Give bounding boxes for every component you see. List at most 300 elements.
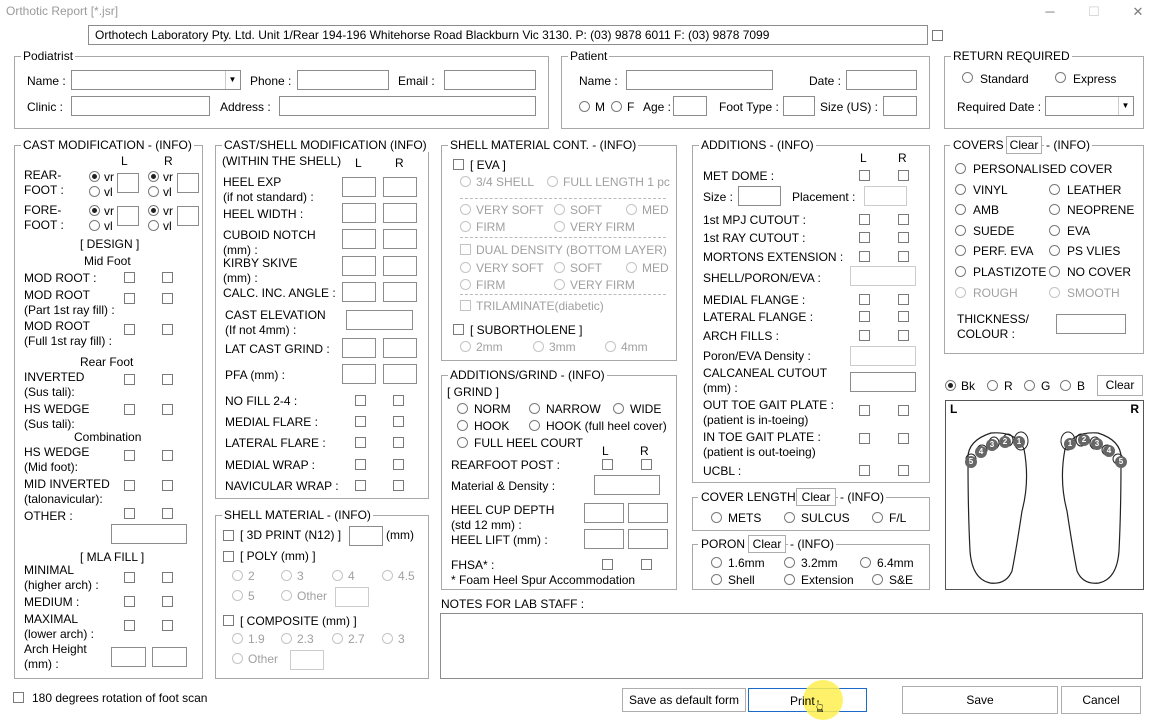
shellmat-title: SHELL MATERIAL - (INFO) xyxy=(224,508,371,522)
vl-label: vl xyxy=(163,219,172,233)
chevron-down-icon[interactable]: ▼ xyxy=(225,71,239,89)
rear-vr-left[interactable] xyxy=(89,171,100,182)
eva-checkbox[interactable] xyxy=(453,159,464,170)
calc-l[interactable] xyxy=(342,282,376,302)
poroneva-label: Poron/EVA Density : xyxy=(703,349,811,363)
ucbl-l[interactable] xyxy=(859,465,870,476)
vsoft2-radio[interactable] xyxy=(460,262,471,273)
reqdate-select[interactable] xyxy=(1045,96,1134,116)
metdome-l[interactable] xyxy=(859,170,870,181)
firm2-label: FIRM xyxy=(476,278,506,292)
shellmod-l: L xyxy=(355,156,362,170)
covers-clear-button[interactable]: Clear xyxy=(1006,136,1042,154)
vfirm2-label: VERY FIRM xyxy=(570,278,635,292)
p16-radio[interactable] xyxy=(711,557,722,568)
medium-label: MEDIUM : xyxy=(24,595,80,609)
size-label: Size (US) : xyxy=(820,100,879,114)
phone-input[interactable] xyxy=(297,70,389,90)
midinv-r[interactable] xyxy=(162,480,173,491)
company-checkbox[interactable] xyxy=(932,30,943,41)
fhsa-label: FHSA* : xyxy=(451,558,495,572)
firm-radio[interactable] xyxy=(460,221,471,232)
neoprene-label: NEOPRENE xyxy=(1067,203,1135,217)
phone-label: Phone : xyxy=(250,74,292,88)
mortons-l[interactable] xyxy=(859,251,870,262)
nocover-radio[interactable] xyxy=(1049,266,1060,277)
leather-radio[interactable] xyxy=(1049,184,1060,195)
shellporon-input[interactable] xyxy=(850,266,916,286)
modroot2-label2: (Part 1st ray fill) : xyxy=(24,303,115,317)
heellift-r[interactable] xyxy=(628,529,668,549)
narrow-label: NARROW xyxy=(546,402,601,416)
intoe-l[interactable] xyxy=(859,433,870,444)
p64-radio[interactable] xyxy=(860,557,871,568)
toe-marker-l4[interactable]: 4 xyxy=(975,446,987,458)
outtoe-label1: OUT TOE GAIT PLATE : xyxy=(703,398,834,412)
medflare-l[interactable] xyxy=(355,416,366,427)
hswedge2-l[interactable] xyxy=(124,450,135,461)
poroneva-input[interactable] xyxy=(850,346,916,366)
close-button[interactable]: ✕ xyxy=(1132,4,1144,19)
ray-l[interactable] xyxy=(859,232,870,243)
heelcup-r[interactable] xyxy=(628,503,668,523)
midinv-label1: MID INVERTED xyxy=(24,477,110,491)
smooth-radio[interactable] xyxy=(1049,287,1060,298)
medwrap-r[interactable] xyxy=(393,459,404,470)
patient-name-input[interactable] xyxy=(626,70,773,90)
heelexp-l[interactable] xyxy=(342,177,376,197)
sulcus-label: SULCUS xyxy=(801,511,850,525)
comp-27-radio[interactable] xyxy=(332,633,343,644)
fullheel-radio[interactable] xyxy=(457,437,468,448)
latflare-l[interactable] xyxy=(355,437,366,448)
fl-label: F/L xyxy=(889,511,907,525)
soft-radio[interactable] xyxy=(554,204,565,215)
divider xyxy=(460,198,666,199)
heelwidth-l[interactable] xyxy=(342,203,376,223)
modroot-r[interactable] xyxy=(162,272,173,283)
rearfoot-label2: FOOT : xyxy=(24,183,64,197)
psvlies-label: PS VLIES xyxy=(1067,244,1121,258)
print3d-input[interactable] xyxy=(349,526,383,546)
poly-5-radio[interactable] xyxy=(232,590,243,601)
vl-label: vl xyxy=(104,185,113,199)
m3-radio[interactable] xyxy=(533,341,544,352)
podiatrist-name-select[interactable] xyxy=(71,70,241,90)
personal-radio[interactable] xyxy=(955,163,966,174)
save-button[interactable]: Save xyxy=(902,686,1058,714)
notes-title: NOTES FOR LAB STAFF : xyxy=(441,597,585,611)
hswedge-l[interactable] xyxy=(124,404,135,415)
rear-vl-left[interactable] xyxy=(89,186,100,197)
cuboid-label2: (mm) : xyxy=(223,243,258,257)
chevron-down-icon[interactable]: ▼ xyxy=(1118,97,1132,115)
express-radio[interactable] xyxy=(1055,72,1066,83)
comp-other-radio[interactable] xyxy=(232,653,243,664)
color-b-label: B xyxy=(1077,379,1086,393)
narrow-radio[interactable] xyxy=(529,403,540,414)
toe-marker-l5[interactable]: 5 xyxy=(965,456,977,468)
personal-label: PERSONALISED COVER xyxy=(973,162,1113,176)
additions-title: ADDITIONS - (INFO) xyxy=(701,138,814,152)
matdens-input[interactable] xyxy=(594,475,660,495)
fhsa-l[interactable] xyxy=(602,559,613,570)
heelcup-l[interactable] xyxy=(584,503,624,523)
toe-marker-r2[interactable]: 2 xyxy=(1078,434,1090,446)
metsize-input[interactable] xyxy=(738,186,781,206)
medwrap-l[interactable] xyxy=(355,459,366,470)
shell34-radio[interactable] xyxy=(460,176,471,187)
medflare-r[interactable] xyxy=(393,416,404,427)
p64-label: 6.4mm xyxy=(877,556,914,570)
suede-radio[interactable] xyxy=(955,225,966,236)
foot-diagram[interactable] xyxy=(945,400,1144,590)
size-input[interactable] xyxy=(883,96,917,116)
forefoot-label2: FOOT : xyxy=(24,218,64,232)
poly-other-label: Other xyxy=(297,589,328,603)
norm-radio[interactable] xyxy=(457,403,468,414)
cancel-button[interactable]: Cancel xyxy=(1061,686,1141,714)
maximal-label1: MAXIMAL xyxy=(24,612,79,626)
color-bk-radio[interactable] xyxy=(945,380,956,391)
mortons-label: MORTONS EXTENSION : xyxy=(703,250,844,264)
m4-radio[interactable] xyxy=(605,341,616,352)
female-radio[interactable] xyxy=(611,101,622,112)
plasti-radio[interactable] xyxy=(955,266,966,277)
med-radio[interactable] xyxy=(626,204,637,215)
latcast-l[interactable] xyxy=(342,338,376,358)
fore-left-input[interactable] xyxy=(117,206,139,226)
poly-4-radio[interactable] xyxy=(332,570,343,581)
vinyl-radio[interactable] xyxy=(955,184,966,195)
poly-2-radio[interactable] xyxy=(232,570,243,581)
standard-radio[interactable] xyxy=(962,72,973,83)
intoe-r[interactable] xyxy=(898,433,909,444)
toe-marker-l1[interactable]: 1 xyxy=(1013,436,1025,448)
placement-input[interactable] xyxy=(864,186,907,206)
modroot-l[interactable] xyxy=(124,272,135,283)
fhsa-r[interactable] xyxy=(641,559,652,570)
medwrap-label: MEDIAL WRAP : xyxy=(225,458,316,472)
rearfoot-label1: REAR- xyxy=(24,168,62,182)
save-default-button[interactable]: Save as default form xyxy=(622,688,746,712)
addgrind-title: ADDITIONS/GRIND - (INFO) xyxy=(450,368,605,382)
podiatrist-group xyxy=(14,49,549,129)
wide-radio[interactable] xyxy=(613,403,624,414)
print3d-checkbox[interactable] xyxy=(223,530,234,541)
nofill-l[interactable] xyxy=(355,395,366,406)
archheight-right[interactable] xyxy=(152,647,187,667)
metdome-label: MET DOME : xyxy=(703,169,775,183)
other-l[interactable] xyxy=(124,508,135,519)
rearfoot-heading: Rear Foot xyxy=(80,355,134,369)
outtoe-r[interactable] xyxy=(898,405,909,416)
m2-radio[interactable] xyxy=(460,341,471,352)
medflange-r[interactable] xyxy=(898,294,909,305)
rotation-label: 180 degrees rotation of foot scan xyxy=(32,691,208,705)
ucbl-label: UCBL : xyxy=(703,464,742,478)
hookfull-radio[interactable] xyxy=(529,420,540,431)
archheight-left[interactable] xyxy=(111,647,146,667)
return-group xyxy=(944,49,1144,129)
hook-radio[interactable] xyxy=(457,420,468,431)
patient-title: Patient xyxy=(570,49,608,63)
m3-label: 3mm xyxy=(549,340,576,354)
color-g-radio[interactable] xyxy=(1024,380,1035,391)
perf-label: PERF. EVA xyxy=(973,244,1034,258)
latflare-label: LATERAL FLARE : xyxy=(225,436,326,450)
nofill-r[interactable] xyxy=(393,395,404,406)
suede-label: SUEDE xyxy=(973,224,1015,238)
kirby-r[interactable] xyxy=(383,256,417,276)
pfa-r[interactable] xyxy=(383,364,417,384)
ucbl-r[interactable] xyxy=(898,465,909,476)
extension-radio[interactable] xyxy=(784,574,795,585)
se-radio[interactable] xyxy=(872,574,883,585)
latcast-r[interactable] xyxy=(383,338,417,358)
rearpost-r[interactable] xyxy=(641,459,652,470)
rear-vr-right[interactable] xyxy=(148,171,159,182)
age-input[interactable] xyxy=(673,96,707,116)
color-bk-label: Bk xyxy=(961,379,976,393)
minimal-label1: MINIMAL xyxy=(24,563,75,577)
mpj-r[interactable] xyxy=(898,214,909,225)
cuboid-l[interactable] xyxy=(342,229,376,249)
fore-right-input[interactable] xyxy=(177,206,199,226)
navwrap-r[interactable] xyxy=(393,480,404,491)
poly-checkbox[interactable] xyxy=(223,551,234,562)
medium-r[interactable] xyxy=(162,596,173,607)
other-input[interactable] xyxy=(111,524,187,544)
mpj-label: 1st MPJ CUTOUT : xyxy=(703,213,806,227)
heelcup-label2: (std 12 mm) : xyxy=(451,518,522,532)
heelwidth-r[interactable] xyxy=(383,203,417,223)
vr-label: vr xyxy=(104,170,114,184)
fulllength-radio[interactable] xyxy=(547,176,558,187)
castel-input[interactable] xyxy=(346,310,413,330)
shellporon-label: SHELL/PORON/EVA : xyxy=(703,271,821,285)
minimal-r[interactable] xyxy=(162,572,173,583)
clinic-input[interactable] xyxy=(71,96,210,116)
poron-clear-button[interactable]: Clear xyxy=(748,535,786,553)
other-label: OTHER : xyxy=(24,509,73,523)
poly-4-label: 4 xyxy=(348,569,355,583)
medflange-l[interactable] xyxy=(859,294,870,305)
toe-marker-r4[interactable]: 4 xyxy=(1103,445,1115,457)
archfills-r[interactable] xyxy=(898,330,909,341)
heellift-l[interactable] xyxy=(584,529,624,549)
heelcup-label1: HEEL CUP DEPTH xyxy=(451,503,555,517)
p32-radio[interactable] xyxy=(784,557,795,568)
toe-marker-l2[interactable]: 2 xyxy=(999,436,1011,448)
ray-r[interactable] xyxy=(898,232,909,243)
mets-radio[interactable] xyxy=(711,512,722,523)
rear-right-input[interactable] xyxy=(177,173,199,193)
poly-3-radio[interactable] xyxy=(281,570,292,581)
inverted-r[interactable] xyxy=(162,374,173,385)
m2-label: 2mm xyxy=(476,340,503,354)
cover-eva-label: EVA xyxy=(1067,224,1091,238)
amb-radio[interactable] xyxy=(955,204,966,215)
vfirm2-radio[interactable] xyxy=(554,279,565,290)
foottype-label: Foot Type : xyxy=(719,100,779,114)
midinv-l[interactable] xyxy=(124,480,135,491)
color-b-radio[interactable] xyxy=(1060,380,1071,391)
pfa-label: PFA (mm) : xyxy=(225,368,285,382)
color-r-radio[interactable] xyxy=(987,380,998,391)
vsoft-radio[interactable] xyxy=(460,204,471,215)
fl-radio[interactable] xyxy=(872,512,883,523)
rough-radio[interactable] xyxy=(955,287,966,298)
toe-marker-r3[interactable]: 3 xyxy=(1091,438,1103,450)
fore-vr-left[interactable] xyxy=(89,205,100,216)
archheight-label1: Arch Height xyxy=(24,642,87,656)
modroot3-label1: MOD ROOT xyxy=(24,319,90,333)
eva-label: [ EVA ] xyxy=(470,158,506,172)
se-label: S&E xyxy=(889,573,914,587)
hswedge2-r[interactable] xyxy=(162,450,173,461)
rear-vl-right[interactable] xyxy=(148,186,159,197)
male-radio[interactable] xyxy=(579,101,590,112)
rotation-checkbox[interactable] xyxy=(13,692,24,703)
email-input[interactable] xyxy=(444,70,536,90)
navwrap-l[interactable] xyxy=(355,480,366,491)
toe-marker-l3[interactable]: 3 xyxy=(986,439,998,451)
outtoe-label2: (patient is in-toeing) xyxy=(703,413,809,427)
maximal-l[interactable] xyxy=(124,620,135,631)
mpj-l[interactable] xyxy=(859,214,870,225)
date-input[interactable] xyxy=(846,70,917,90)
toe-marker-r1[interactable]: 1 xyxy=(1064,438,1076,450)
latflare-r[interactable] xyxy=(393,437,404,448)
comp-23-radio[interactable] xyxy=(281,633,292,644)
poly-other-input[interactable] xyxy=(335,587,369,607)
shell-radio[interactable] xyxy=(711,574,722,585)
comp-3-radio[interactable] xyxy=(382,633,393,644)
latflange-r[interactable] xyxy=(898,311,909,322)
shellcont-title: SHELL MATERIAL CONT. - (INFO) xyxy=(450,138,637,152)
latflange-l[interactable] xyxy=(859,311,870,322)
intoe-label2: (patient is out-toeing) xyxy=(703,445,816,459)
archheight-label2: (mm) : xyxy=(24,657,59,671)
sulcus-radio[interactable] xyxy=(784,512,795,523)
trilam-checkbox[interactable] xyxy=(460,300,471,311)
hswedge-r[interactable] xyxy=(162,404,173,415)
foottype-input[interactable] xyxy=(783,96,815,116)
med2-radio[interactable] xyxy=(626,262,637,273)
coverlen-clear-button[interactable]: Clear xyxy=(796,488,836,506)
comp-23-label: 2.3 xyxy=(297,632,314,646)
grind-heading: [ GRIND ] xyxy=(447,385,500,399)
toe-marker-r5[interactable]: 5 xyxy=(1115,456,1127,468)
outtoe-l[interactable] xyxy=(859,405,870,416)
minimize-button[interactable]: ─ xyxy=(1045,4,1055,19)
minimal-l[interactable] xyxy=(124,572,135,583)
modroot2-r[interactable] xyxy=(162,293,173,304)
amb-label: AMB xyxy=(973,203,1000,217)
inverted-l[interactable] xyxy=(124,374,135,385)
trilam-label: TRILAMINATE(diabetic) xyxy=(476,299,604,313)
med2-label: MED xyxy=(642,261,669,275)
return-title: RETURN REQUIRED xyxy=(953,49,1070,63)
psvlies-radio[interactable] xyxy=(1049,245,1060,256)
vsoft2-label: VERY SOFT xyxy=(476,261,544,275)
medium-l[interactable] xyxy=(124,596,135,607)
other-r[interactable] xyxy=(162,508,173,519)
female-label: F xyxy=(627,100,635,114)
firm-label: FIRM xyxy=(476,220,506,234)
perf-radio[interactable] xyxy=(955,245,966,256)
poly-45-radio[interactable] xyxy=(382,570,393,581)
neoprene-radio[interactable] xyxy=(1049,204,1060,215)
cuboid-r[interactable] xyxy=(383,229,417,249)
archfills-l[interactable] xyxy=(859,330,870,341)
color-g-label: G xyxy=(1041,379,1051,393)
nofill-label: NO FILL 2-4 : xyxy=(225,394,298,408)
podiatrist-name-label: Name : xyxy=(27,74,66,88)
vfirm-radio[interactable] xyxy=(554,221,565,232)
heelexp-label1: HEEL EXP xyxy=(223,175,282,189)
fore-vr-right[interactable] xyxy=(148,205,159,216)
rear-left-input[interactable] xyxy=(117,173,139,193)
poly-5-label: 5 xyxy=(248,589,255,603)
notes-textarea[interactable] xyxy=(440,613,1143,679)
dual-checkbox[interactable] xyxy=(460,244,471,255)
comp-other-input[interactable] xyxy=(290,650,324,670)
thickness-input[interactable] xyxy=(1056,314,1126,334)
kirby-l[interactable] xyxy=(342,256,376,276)
hswedge2-label1: HS WEDGE xyxy=(24,445,90,459)
patient-group xyxy=(561,49,930,129)
maximal-r[interactable] xyxy=(162,620,173,631)
composite-checkbox[interactable] xyxy=(223,615,234,626)
mortons-r[interactable] xyxy=(898,251,909,262)
soft2-radio[interactable] xyxy=(554,262,565,273)
plasti-label: PLASTIZOTE xyxy=(973,265,1047,279)
medflare-label: MEDIAL FLARE : xyxy=(225,415,318,429)
address-label: Address : xyxy=(220,100,271,114)
shell34-label: 3/4 SHELL xyxy=(476,175,535,189)
metdome-r[interactable] xyxy=(898,170,909,181)
calcan-input[interactable] xyxy=(850,372,916,392)
calc-r[interactable] xyxy=(383,282,417,302)
maximize-button[interactable]: ☐ xyxy=(1088,4,1100,19)
foot-right-label: R xyxy=(1130,402,1139,416)
firm2-radio[interactable] xyxy=(460,279,471,290)
fore-vl-right[interactable] xyxy=(148,220,159,231)
pfa-l[interactable] xyxy=(342,364,376,384)
kirby-label1: KIRBY SKIVE xyxy=(223,256,298,270)
shellmod-r: R xyxy=(395,156,404,170)
modroot2-l[interactable] xyxy=(124,293,135,304)
heelexp-r[interactable] xyxy=(383,177,417,197)
poly-other-radio[interactable] xyxy=(281,590,292,601)
company-info xyxy=(88,25,928,45)
modroot3-l[interactable] xyxy=(124,324,135,335)
p32-label: 3.2mm xyxy=(801,556,838,570)
address-input[interactable] xyxy=(279,96,536,116)
cover-eva-radio[interactable] xyxy=(1049,225,1060,236)
comp-3-label: 3 xyxy=(398,632,405,646)
modroot3-r[interactable] xyxy=(162,324,173,335)
vr-label: vr xyxy=(163,170,173,184)
fore-vl-left[interactable] xyxy=(89,220,100,231)
comp-19-radio[interactable] xyxy=(232,633,243,644)
color-clear-button[interactable]: Clear xyxy=(1097,375,1143,396)
subortho-checkbox[interactable] xyxy=(453,324,464,335)
rearpost-l[interactable] xyxy=(602,459,613,470)
divider xyxy=(460,237,666,238)
